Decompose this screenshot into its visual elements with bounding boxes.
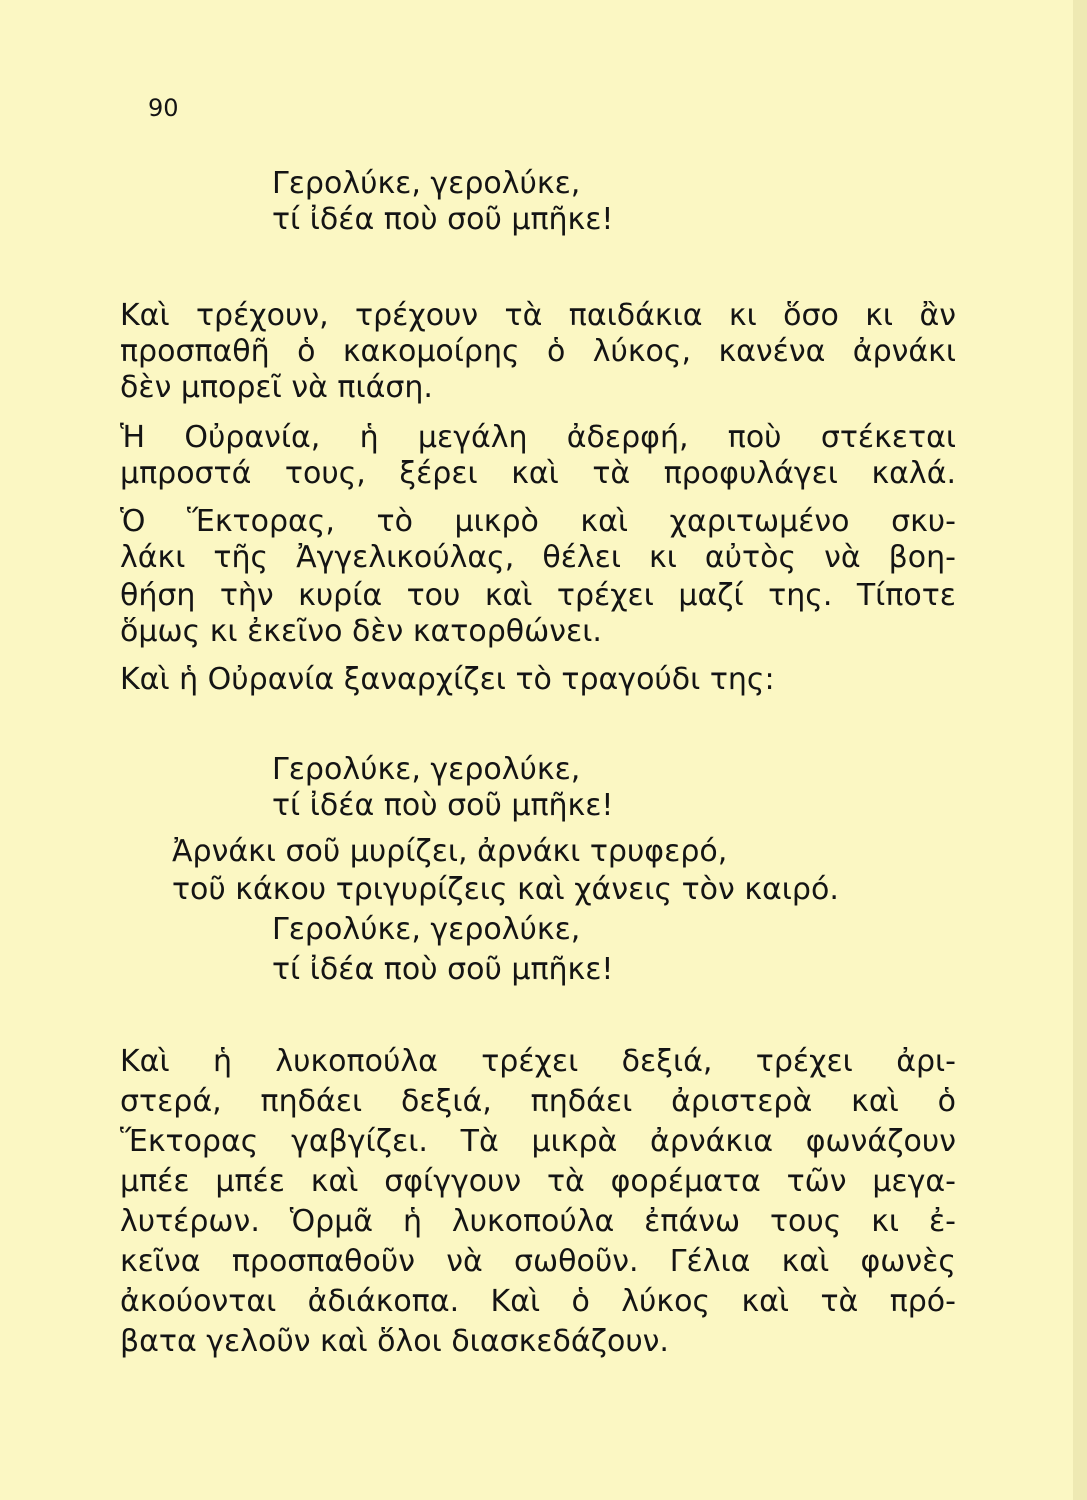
paragraph-line: λυτέρων. Ὁρμᾶ ἡ λυκοπούλα ἐπάνω τους κι ἐ- <box>120 1204 956 1239</box>
refrain-line: Γερολύκε, γερολύκε, <box>272 166 581 201</box>
paragraph-line: βατα γελοῦν καὶ ὅλοι διασκεδάζουν. <box>120 1324 669 1359</box>
paragraph-line: μπροστά τους, ξέρει καὶ τὰ προφυλάγει καλά. <box>120 456 956 491</box>
paragraph-line: Καὶ ἡ λυκοπούλα τρέχει δεξιά, τρέχει ἀρι- <box>120 1044 956 1079</box>
page-number: 90 <box>148 94 179 122</box>
paragraph-line: Ἡ Οὐρανία, ἡ μεγάλη ἀδερφή, ποὺ στέκεται <box>120 420 956 455</box>
page-edge-shadow <box>1073 0 1087 1500</box>
paragraph-line: Καὶ ἡ Οὐρανία ξαναρχίζει τὸ τραγούδι της: <box>120 662 775 697</box>
paragraph-line: στερά, πηδάει δεξιά, πηδάει ἀριστερὰ καὶ ὁ <box>120 1084 956 1119</box>
paragraph-line: μπέε μπέε καὶ σφίγγουν τὰ φορέματα τῶν μεγα- <box>120 1164 956 1199</box>
paragraph-line: Ὁ Ἕκτορας, τὸ μικρὸ καὶ χαριτωμένο σκυ- <box>120 504 956 539</box>
song-line: Ἀρνάκι σοῦ μυρίζει, ἀρνάκι τρυφερό, <box>172 834 728 869</box>
paragraph-line: ἀκούονται ἀδιάκοπα. Καὶ ὁ λύκος καὶ τὰ πρό- <box>120 1284 956 1319</box>
paragraph-line: κεῖνα προσπαθοῦν νὰ σωθοῦν. Γέλια καὶ φωνὲς <box>120 1244 956 1279</box>
song-line: τί ἰδέα ποὺ σοῦ μπῆκε! <box>272 788 614 823</box>
paragraph-line: προσπαθῆ ὁ κακομοίρης ὁ λύκος, κανένα ἀρνάκι <box>120 334 956 369</box>
song-line: τί ἰδέα ποὺ σοῦ μπῆκε! <box>272 952 614 987</box>
song-line: Γερολύκε, γερολύκε, <box>272 912 581 947</box>
paragraph-line: Ἕκτορας γαβγίζει. Τὰ μικρὰ ἀρνάκια φωνάζουν <box>120 1124 956 1159</box>
refrain-line: τί ἰδέα ποὺ σοῦ μπῆκε! <box>272 202 614 237</box>
paragraph-line: δὲν μπορεῖ νὰ πιάση. <box>120 370 433 405</box>
song-line: τοῦ κάκου τριγυρίζεις καὶ χάνεις τὸν καιρό. <box>172 872 839 907</box>
paragraph-line: λάκι τῆς Ἀγγελικούλας, θέλει κι αὐτὸς νὰ βοη- <box>120 540 956 575</box>
paragraph-line: ὅμως κι ἐκεῖνο δὲν κατορθώνει. <box>120 614 602 649</box>
song-line: Γερολύκε, γερολύκε, <box>272 752 581 787</box>
paragraph-line: Καὶ τρέχουν, τρέχουν τὰ παιδάκια κι ὅσο κι ἂν <box>120 298 956 333</box>
paragraph-line: θήση τὴν κυρία του καὶ τρέχει μαζί της. Τίποτε <box>120 578 956 613</box>
